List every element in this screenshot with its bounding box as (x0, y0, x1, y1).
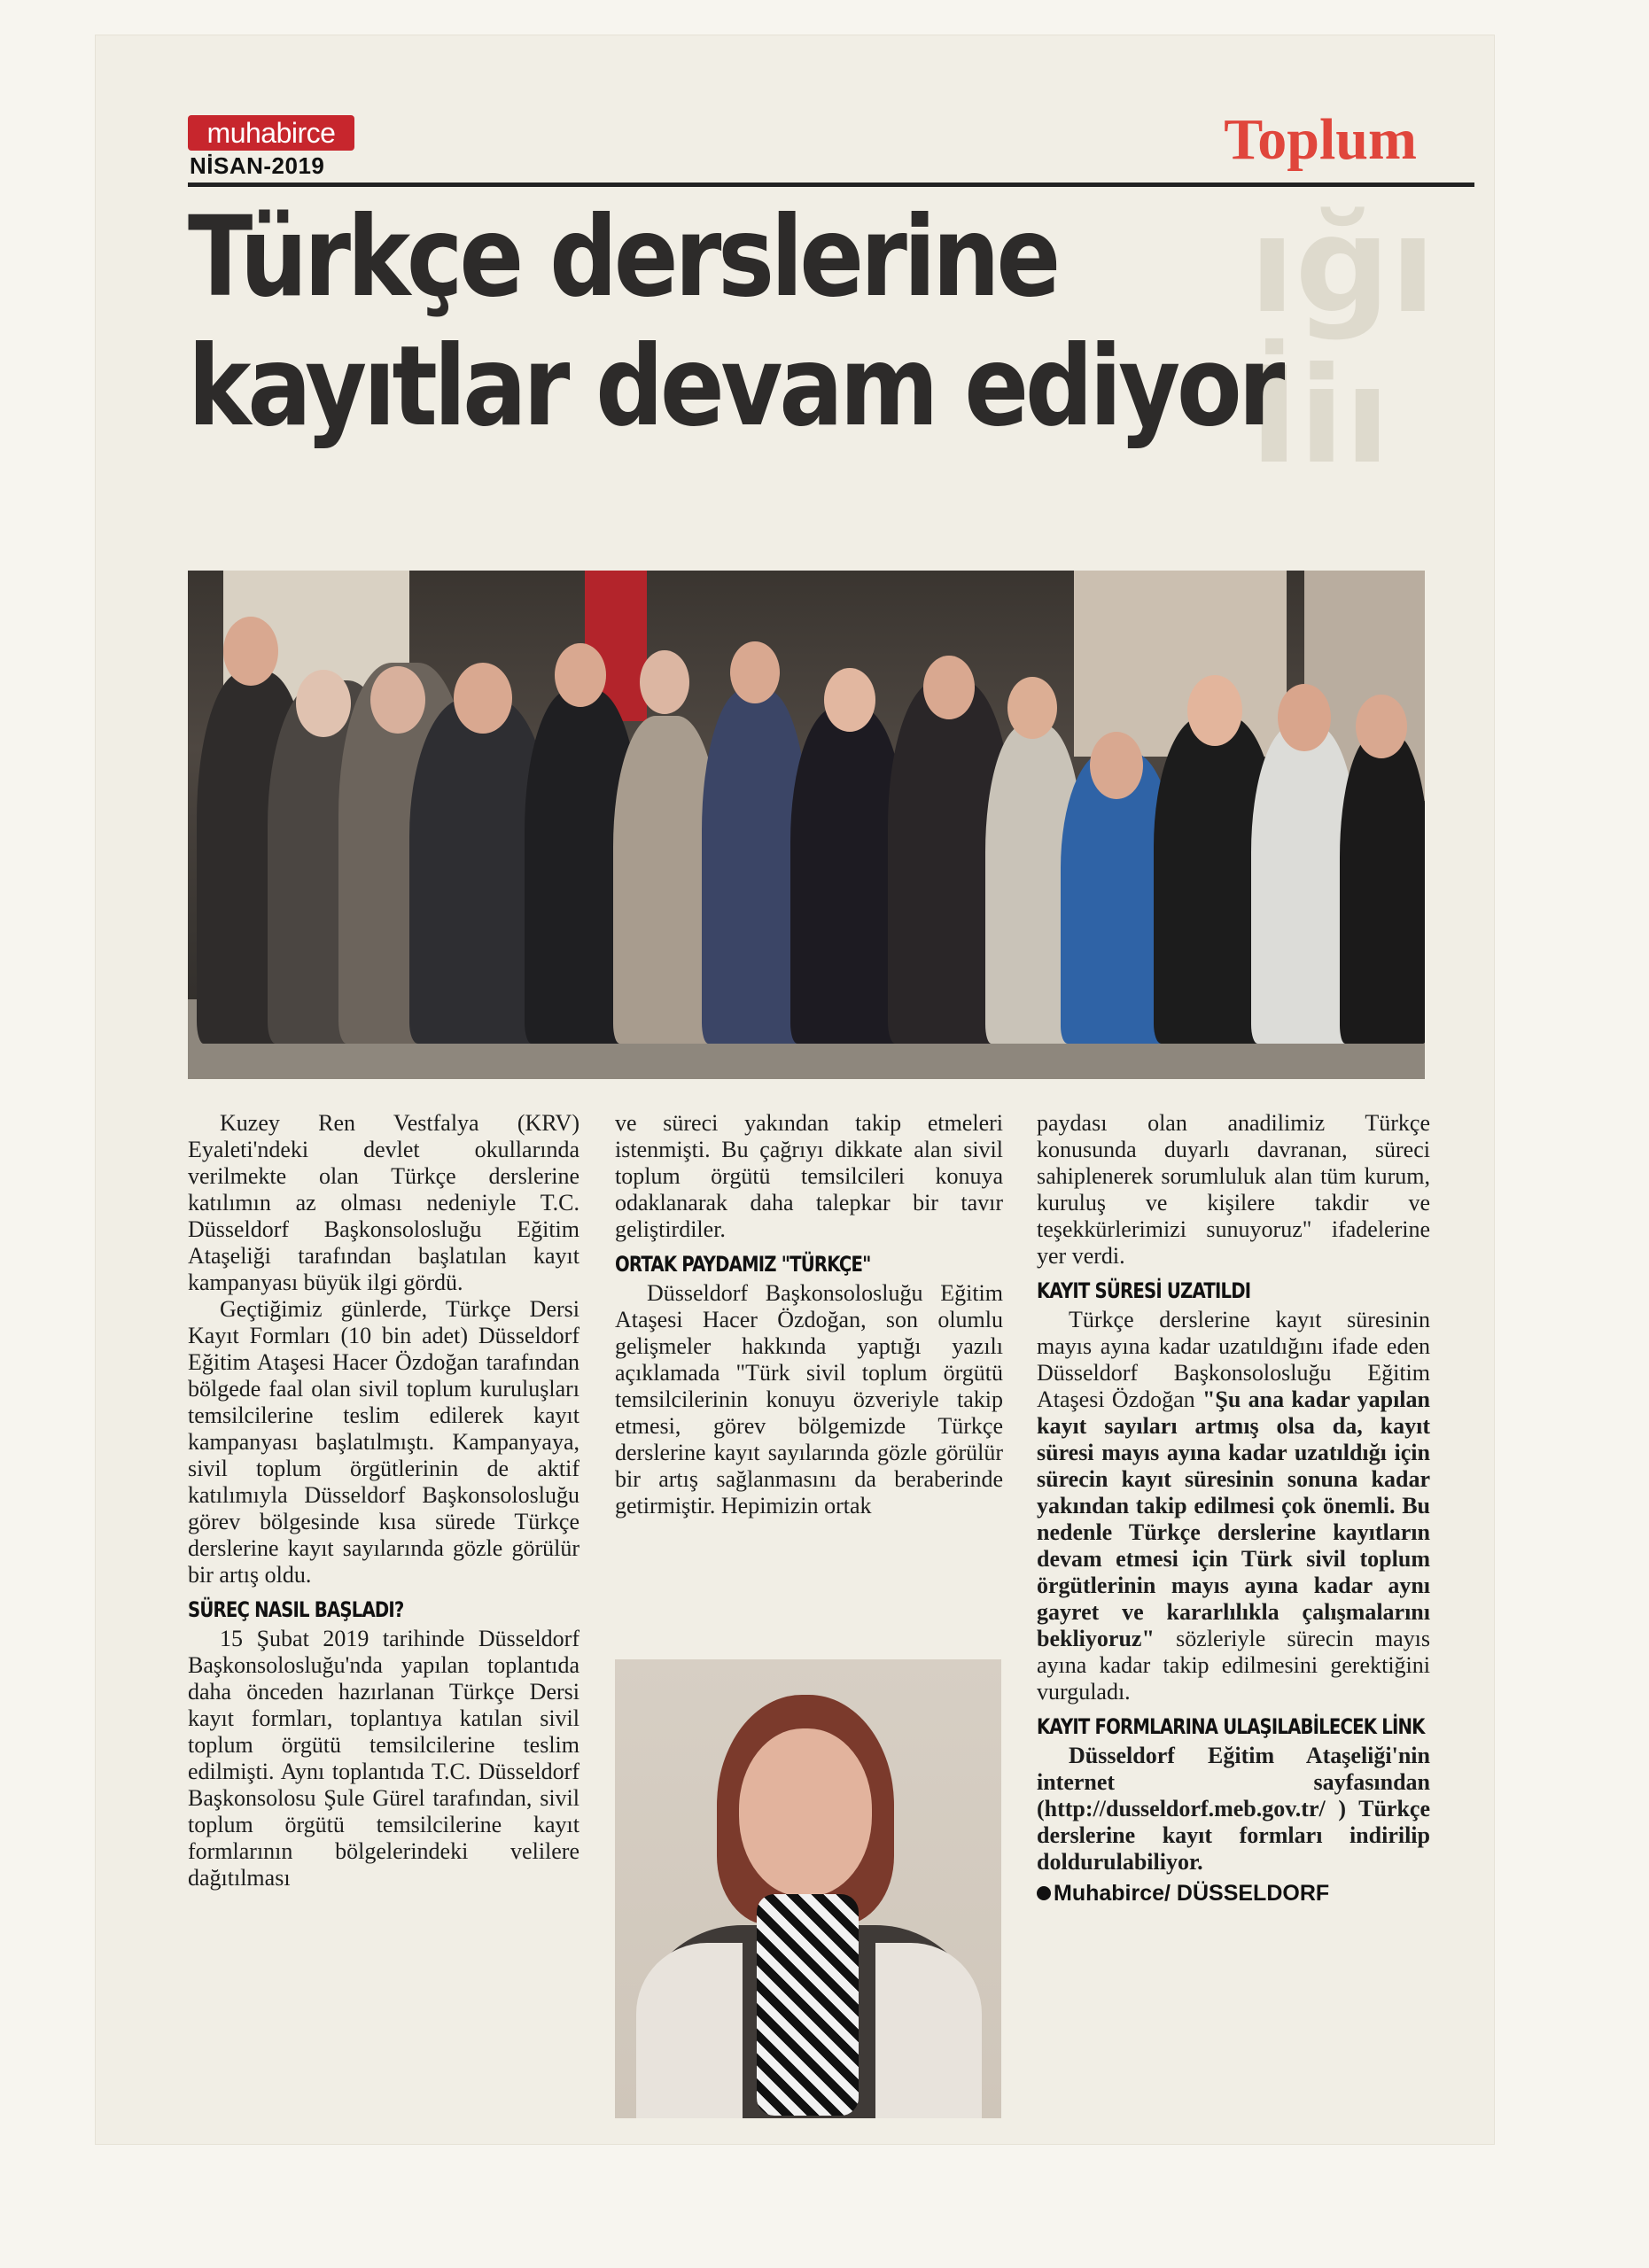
masthead-logo: muhabirce (188, 115, 354, 151)
paragraph-2: Geçtiğimiz günlerde, Türkçe Dersi Kayıt Formları (10 bin adet) Düsseldorf Eğitim Ataşesi Hacer Özdoğan tarafından bölgede faal olan sivil toplum kuruluşları temsilcilerine teslim edilerek kayıt kampanyası başlatılmıştı. Kampanyaya, sivil toplum örgütlerinin de aktif katılımıyla Düsseldorf Başkonsolosluğu görev bölgesinde kısa sürede Türkçe derslerine kayıt sayılarında gözle görülür bir artış oldu. (188, 1296, 579, 1588)
column-2 (615, 1110, 1003, 1519)
headline-line-1: Türkçe derslerine (188, 193, 1058, 322)
column-1 (188, 1110, 579, 1891)
header-rule (188, 183, 1474, 187)
subheading-kayit-suresi: KAYIT SÜRESİ UZATILDI (1037, 1278, 1251, 1303)
subheading-surec: SÜREÇ NASIL BAŞLADI? (188, 1597, 404, 1622)
paragraph-5: Düsseldorf Başkonsolosluğu Eğitim Ataşesi Hacer Özdoğan, son olumlu gelişmeler hakkında yaptığı yazılı açıklamada "Türk sivil toplum örgütü temsilcilerinin konuyu özveriyle takip etmesi, görev bölgemizde Türkçe derslerine kayıt sayılarında gözle görülür bir artış sağlanmasını da beraberinde getirmiştir. Hepimizin ortak (615, 1280, 1003, 1518)
subheading-link: KAYIT FORMLARINA ULAŞILABİLECEK LİNK (1037, 1714, 1425, 1739)
byline (1037, 1879, 1430, 1907)
column-3 (1037, 1110, 1430, 1907)
paragraph-7 (1037, 1307, 1430, 1705)
paragraph-8 (1037, 1743, 1430, 1876)
headline-line-2: kayıtlar devam ediyor (188, 322, 1282, 451)
group-photo (188, 571, 1425, 1079)
issue-date: NİSAN-2019 (190, 152, 325, 179)
paragraph-7-quote: "Şu ana kadar yapılan kayıt sayıları artmış olsa da, kayıt süresi mayıs ayına kadar uzatıldığı için sürecin kayıt süresinin sonuna kadar yakından takip edilmesi çok önemli. Bu nedenle Türkçe derslerine kayıtların devam etmesi için Türk sivil toplum örgütlerinin mayıs ayına kadar aynı gayret ve kararlılıkla çalışmalarını bekliyoruz" (1037, 1386, 1430, 1651)
paragraph-7-intro: Türkçe derslerine kayıt süresinin mayıs ayına kadar uzatıldığını ifade eden Düsseldorf Başkonsolosluğu Eğitim Ataşesi Özdoğan (1037, 1307, 1430, 1412)
paragraph-4: ve süreci yakından takip etmeleri istenmişti. Bu çağrıyı dikkate alan sivil toplum örgütü temsilcileri konuya odaklanarak daha talepkar bir tavır geliştirdiler. (615, 1110, 1003, 1242)
subheading-ortak-payda: ORTAK PAYDAMIZ "TÜRKÇE" (615, 1252, 871, 1277)
portrait-photo (615, 1659, 1001, 2118)
paragraph-1: Kuzey Ren Vestfalya (KRV) Eyaleti'ndeki devlet okullarında verilmekte olan Türkçe derslerine katılımın az olması nedeniyle T.C. Düsseldorf Başkonsolosluğu Eğitim Ataşeliği tarafından başlatılan kayıt kampanyası büyük ilgi gördü. (188, 1110, 579, 1295)
paragraph-3: 15 Şubat 2019 tarihinde Düsseldorf Başkonsolosluğu'nda yapılan toplantıda daha önceden hazırlanan Türkçe Dersi kayıt formları, toplantıya katılan sivil toplum örgütü temsilcilerine teslim edilmişti. Aynı toplantıda T.C. Düsseldorf Başkonsolosu Şule Gürel tarafından, sivil toplum örgütü temsilcilerine kayıt formlarının bölgelerindeki velilere dağıtılması (188, 1626, 579, 1891)
headline (188, 193, 1301, 452)
bullet-dot-icon (1037, 1886, 1051, 1900)
paragraph-7-end: sözleriyle sürecin mayıs ayına kadar takip edilmesini gerektiğini vurguladı. (1037, 1626, 1430, 1705)
byline-text: Muhabirce/ DÜSSELDORF (1054, 1881, 1330, 1906)
paragraph-6: paydası olan anadilimiz Türkçe konusunda duyarlı davranan, süreci sahiplenerek sorumluluk alan tüm kurum, kuruluş ve kişilere takdir ve teşekkürlerimizi sunuyoruz" ifadelerine yer verdi. (1037, 1110, 1430, 1269)
paragraph-8-text: Düsseldorf Eğitim Ataşeliği'nin internet sayfasından (http://dusseldorf.meb.gov.tr/ ) Türkçe derslerine kayıt formları indirilip doldurulabiliyor. (1037, 1743, 1430, 1875)
section-title: Toplum (1224, 107, 1417, 172)
bleed-through-text: ığı İiı (1249, 190, 1436, 493)
